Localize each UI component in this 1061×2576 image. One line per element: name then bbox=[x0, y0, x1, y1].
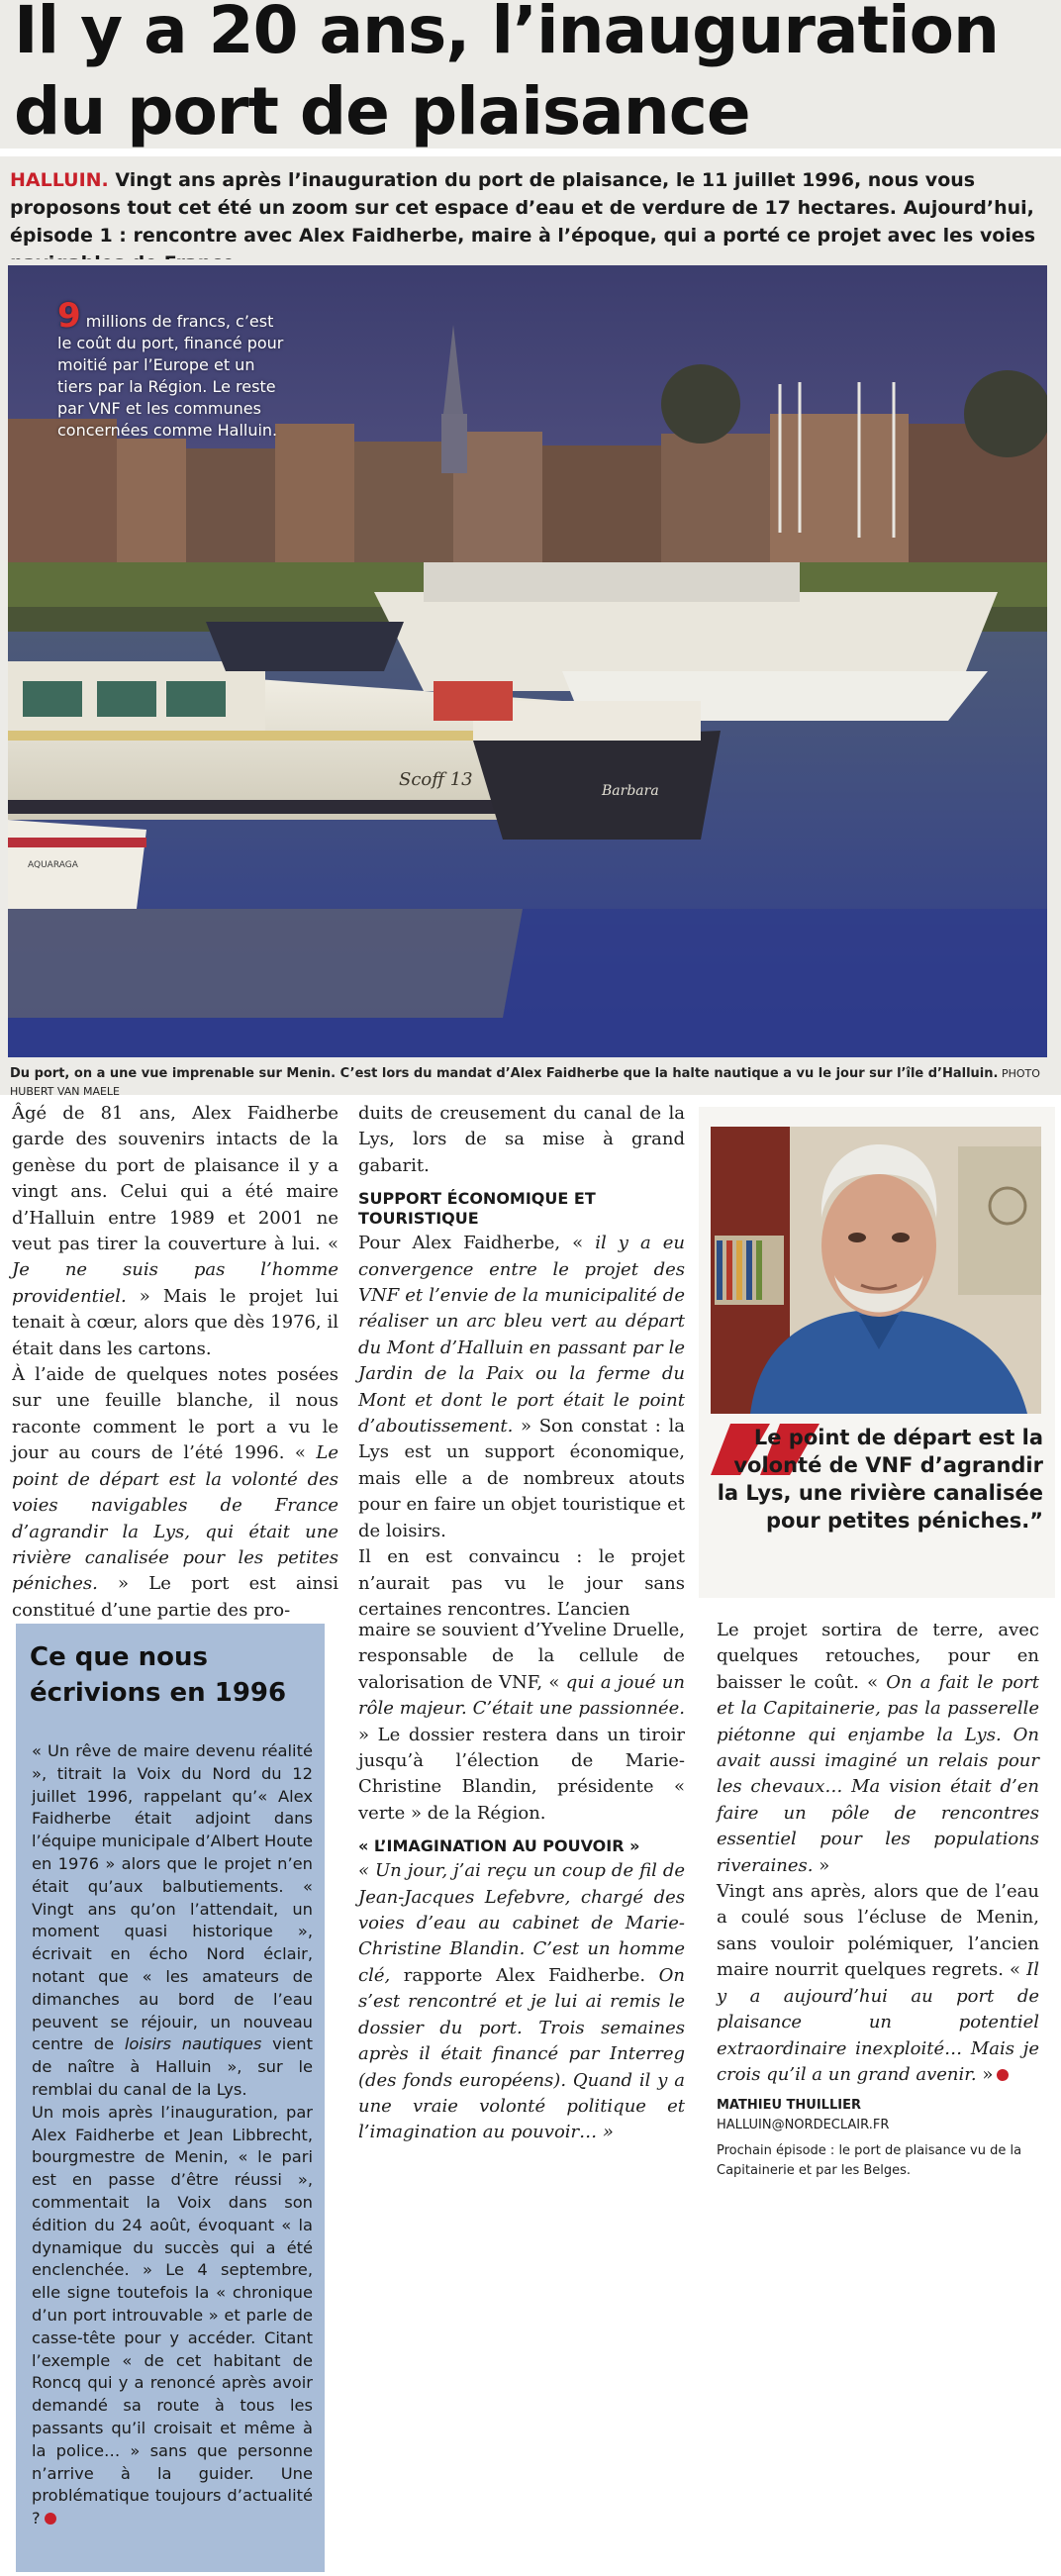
col1-p2-text: À l’aide de quelques notes posées sur une feuille blanche, il nous raconte comment le port a vu le jour au cours de l’été 1996. « bbox=[12, 1364, 338, 1464]
lead-paragraph-band bbox=[0, 156, 1061, 259]
col4-p2-end: » bbox=[976, 2063, 994, 2085]
col3-p2-quote: « Un jour, j’ai reçu un coup de fil de Jean-Jacques Lefebvre, chargé des voies d’eau au cabinet de Marie-Christine Blandin. C’est un homme clé, bbox=[358, 1860, 685, 1986]
article-column-3 bbox=[358, 1618, 685, 2146]
author-name: MATHIEU THUILLIER bbox=[717, 2098, 861, 2114]
col3-paragraph-1 bbox=[358, 1618, 685, 1827]
photo-frame bbox=[0, 259, 1061, 1098]
col4-p2-text: Vingt ans après, alors que de l’eau a coulé sous l’écluse de Menin, sans vouloir polémiquer, l’ancien maire nourrit quelques regrets. « bbox=[717, 1881, 1039, 1981]
sidebar-paragraph-2 bbox=[32, 2102, 313, 2530]
col4-p2-quote: Il y a aujourd’hui au port de plaisance un potentiel extraordinaire inexploité… Mais je crois qu’il a un grand avenir. bbox=[717, 1959, 1039, 2085]
col3-p1-quote: qui a joué un rôle majeur. C’était une passionnée. bbox=[358, 1671, 685, 1720]
col1-p1-quote: Je ne suis pas l’homme providentiel. bbox=[12, 1259, 338, 1307]
sidebar-text bbox=[32, 1740, 313, 2530]
end-dot-icon bbox=[45, 2513, 56, 2525]
next-episode: Prochain épisode : le port de plaisance vu de la Capitainerie et par les Belges. bbox=[717, 2143, 1022, 2179]
col3-p1-text: maire se souvient d’Yveline Druelle, responsable de la cellule de valorisation de VNF, « bbox=[358, 1620, 685, 1693]
photo-credit: PHOTO HUBERT VAN MAELE bbox=[10, 1067, 1040, 1098]
col4-p1-text: Le projet sortira de terre, avec quelques retouches, pour en baisser le coût. « bbox=[717, 1620, 1039, 1693]
quote-box bbox=[699, 1107, 1055, 1598]
col3-p2-mid: rapporte Alex Faidherbe. bbox=[390, 1964, 659, 1986]
col2-paragraph-3: Il en est convaincu : le projet n’aurait pas vu le jour sans certaines rencontres. L’ancien bbox=[358, 1546, 685, 1620]
col4-p1-end: » bbox=[813, 1854, 830, 1876]
photo-caption bbox=[10, 1065, 1051, 1101]
lead-kicker: HALLUIN. bbox=[10, 169, 109, 191]
col1-p2-quote: Le point de départ est la volonté des voies navigables de France d’agrandir la Lys, qui était une rivière canalisée pour les petites péniches. bbox=[12, 1442, 339, 1595]
col1-p1-text: Âgé de 81 ans, Alex Faidherbe garde des souvenirs intacts de la genèse du port de plaisance il y a vingt ans. Celui qui a été maire d’Halluin entre 1989 et 2001 ne veut pas tirer la couverture à lui. « bbox=[12, 1103, 338, 1255]
col1-paragraph-2 bbox=[12, 1362, 338, 1624]
byline bbox=[717, 2096, 1039, 2135]
portrait-photo bbox=[711, 1127, 1041, 1414]
subheading-support: SUPPORT ÉCONOMIQUE ET TOURISTIQUE bbox=[358, 1189, 596, 1229]
sidebar-title: Ce que nous écrivions en 1996 bbox=[30, 1642, 287, 1708]
article-column-4 bbox=[717, 1618, 1039, 2181]
portrait-illustration bbox=[711, 1127, 1041, 1414]
boat-name-scoff: Scoff 13 bbox=[399, 769, 473, 790]
end-dot-icon bbox=[997, 2069, 1009, 2081]
caption-text: Du port, on a une vue imprenable sur Menin. C’est lors du mandat d’Alex Faidherbe que la halte nautique a vu le jour sur l’île d’Halluin. bbox=[10, 1066, 999, 1081]
article-column-1 bbox=[12, 1101, 338, 1624]
col2-p2-text: Pour Alex Faidherbe, « bbox=[358, 1233, 584, 1254]
lead-text: Vingt ans après l’inauguration du port de plaisance, le 11 juillet 1996, nous vous proposons tout cet été un zoom sur cet espace d’eau et de verdure de 17 hectares. Aujourd’hui, épisode 1 : rencontre avec Alex Faidherbe, maire à l’époque, qui a porté ce projet avec les voies bbox=[10, 169, 1036, 247]
sidebar-p1-end: vient de naître à Halluin », sur le remblai du canal de la Lys. bbox=[32, 2034, 313, 2099]
boat-name-barbara: Barbara bbox=[602, 783, 659, 799]
col3-p2-quote-2: On s’est rencontré et je lui ai remis le dossier du port. Trois semaines après il était financé par Interreg (des fonds européens). Quand il y a une vraie volonté politique et l’imagination au pouvoir… » bbox=[358, 1964, 685, 2143]
harbour-photo bbox=[8, 265, 1047, 1057]
boat-name-aquaraga: AQUARAGA bbox=[28, 860, 78, 870]
col1-p1-end: » Mais le projet lui tenait à cœur, alors que dès 1976, il était dans les cartons. bbox=[12, 1285, 338, 1359]
article-title: Il y a 20 ans, l’inauguration du port de plaisance bbox=[14, 0, 999, 149]
col3-p1-end: » Le dossier restera dans un tiroir jusqu’à l’élection de Marie-Christine Blandin, présidente « verte » de la Région. bbox=[358, 1724, 685, 1824]
fact-text: millions de francs, c’est le coût du port, financé pour moitié par l’Europe et un tiers par la Région. Le reste par VNF et les communes concernées comme Halluin. bbox=[57, 312, 284, 440]
sidebar-p2-text: Un mois après l’inauguration, par Alex Faidherbe et Jean Libbrecht, bourgmestre de Menin, « le pari est en passe d’être réussi », commentait la Voix dans son édition du 24 août, évoquant « la dynamique du succès qui a été enclenchée. » Le 4 septembre, elle signe toutefois la « chronique d’un port introuvable » et parle de casse-tête pour y accéder. Citant l’exemple « de cet habitant de Roncq qui y a renoncé après avoir demandé sa route à tous les passants qu’il croisait et même à la police… » sans que personne n’arrive à la guider. Une problématique toujours d’actualité ? bbox=[32, 2102, 313, 2528]
headline-band bbox=[0, 0, 1061, 149]
col1-p2-end: » Le port est ainsi constitué d’une partie des pro- bbox=[12, 1573, 338, 1621]
sidebar-p1-emphasis: loisirs nautiques bbox=[124, 2034, 262, 2054]
col4-p1-quote: On a fait le port et la Capitainerie, pas la passerelle piétonne qui enjambe la Lys. On avait aussi imaginé un relais pour les chevaux… Ma vision était d’en faire un pôle de rencontres essentiel pour les populations riveraines. bbox=[717, 1671, 1040, 1876]
sidebar-paragraph-1 bbox=[32, 1740, 313, 2102]
col1-paragraph-1 bbox=[12, 1101, 338, 1362]
subheading-imagination: « L’IMAGINATION AU POUVOIR » bbox=[358, 1836, 640, 1856]
sidebar-1996 bbox=[16, 1624, 325, 2572]
col4-paragraph-1 bbox=[717, 1618, 1039, 1879]
col2-p2-end: » Son constat : la Lys est un support économique, mais elle a de nombreux atouts pour en faire un objet touristique et de loisirs. bbox=[358, 1416, 685, 1541]
col2-paragraph-2 bbox=[358, 1231, 685, 1544]
sidebar-p1-text: « Un rêve de maire devenu réalité », titrait la Voix du Nord du 12 juillet 1996, rappelant qu’« Alex Faidherbe était adjoint dans l’équipe municipale d’Albert Houte en 1976 » alors que le projet n’en était qu’aux balbutiements. « Vingt ans qu’on l’attendait, un moment quasi historique », écrivait en écho Nord éclair, notant que « les amateurs de dimanches au bord de l’eau peuvent se réjouir, un nouveau centre de bbox=[32, 1741, 313, 2054]
author-email[interactable]: HALLUIN@NORDECLAIR.FR bbox=[717, 2118, 890, 2133]
article-column-2 bbox=[358, 1101, 685, 1623]
col3-paragraph-2 bbox=[358, 1858, 685, 2145]
col4-paragraph-2 bbox=[717, 1879, 1039, 2088]
fact-number: 9 bbox=[57, 296, 81, 336]
col2-p2-quote: il y a eu convergence entre le projet des VNF et l’envie de la municipalité de réaliser un arc bleu vert au départ du Mont d’Halluin en passant par le Jardin de la Paix ou la ferme du Mont et dont le port était le point d’aboutissement. bbox=[358, 1233, 685, 1437]
col2-paragraph-1: duits de creusement du canal de la Lys, lors de sa mise à grand gabarit. bbox=[358, 1103, 685, 1176]
photo-fact-box bbox=[57, 296, 285, 442]
pull-quote: Le point de départ est la volonté de VNF d’agrandir la Lys, une rivière canalisée pour petites péniches.” bbox=[717, 1426, 1043, 1533]
